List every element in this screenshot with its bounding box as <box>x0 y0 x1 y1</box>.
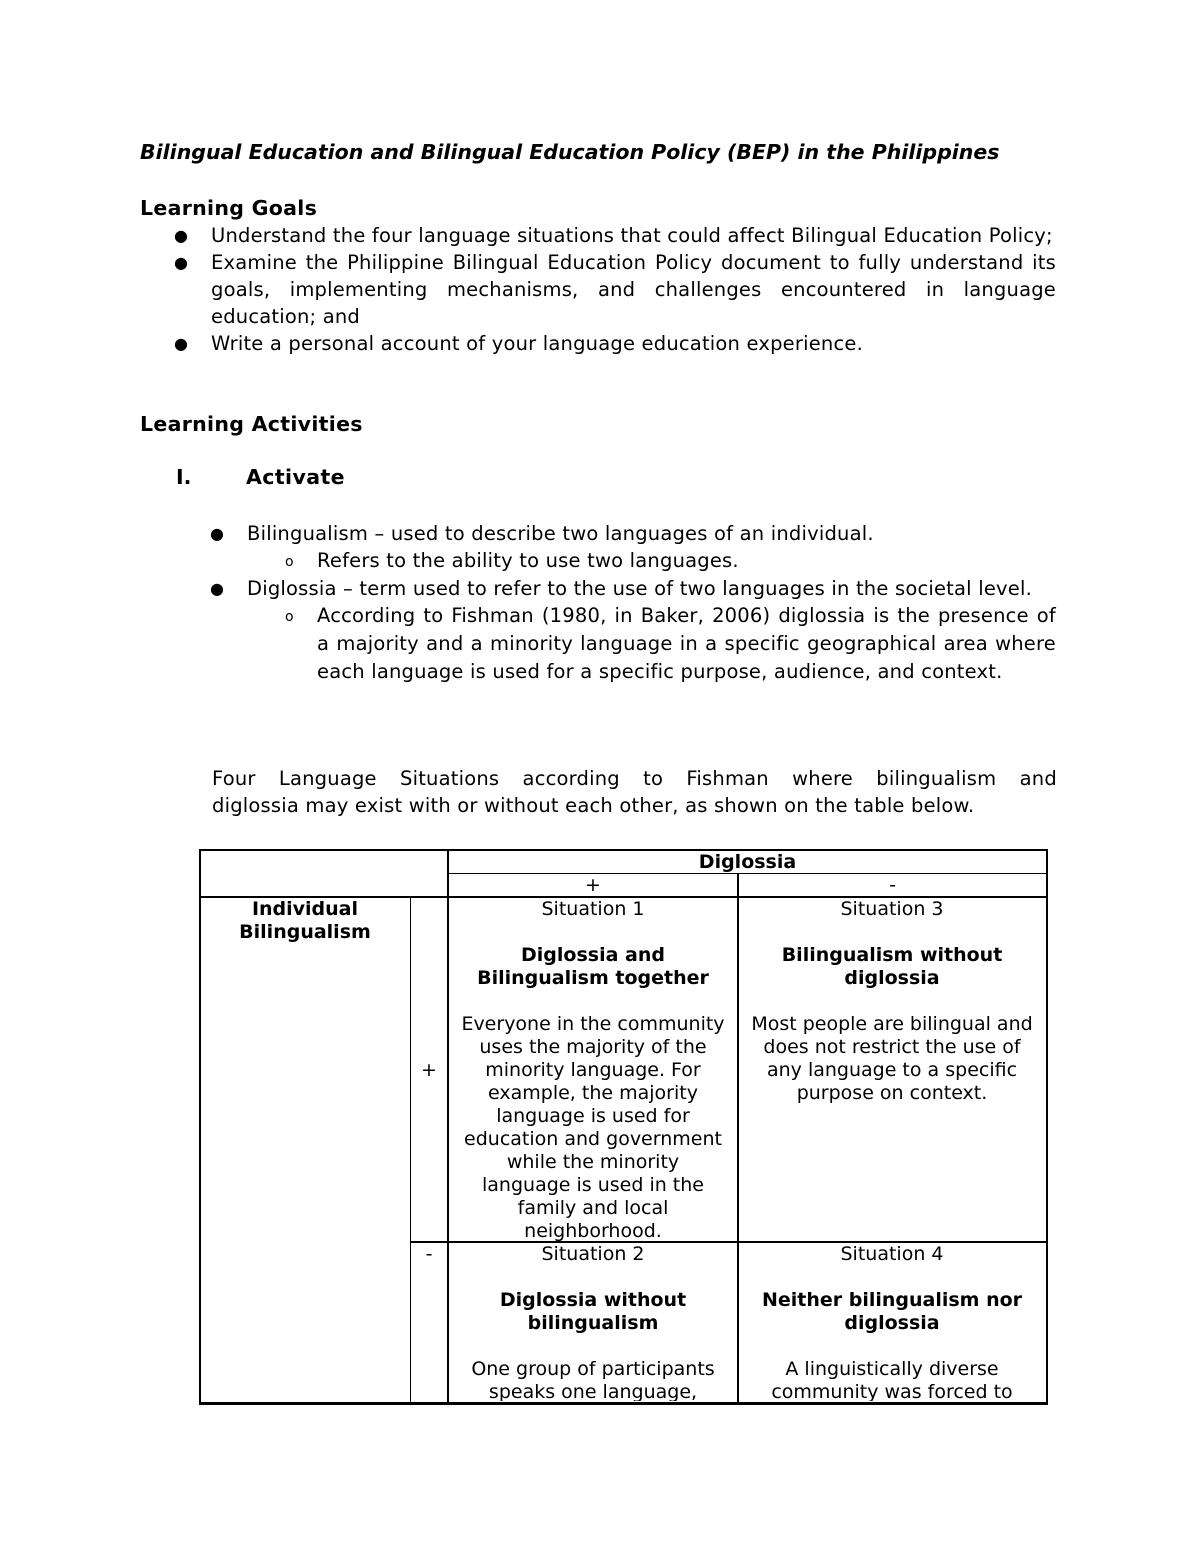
sub-list <box>247 602 1056 686</box>
learning-goals-list <box>170 222 1056 357</box>
table-border-left <box>199 849 201 1405</box>
situation-description: Most people are bilingual and does not restrict the use of any language to a specific purpose on context. <box>751 1013 1033 1104</box>
word: bilingualism <box>876 767 997 790</box>
bullet-icon: ● <box>210 524 225 543</box>
situation-name: Neither bilingualism nor diglossia <box>761 1289 1023 1334</box>
circle-bullet-icon: o <box>285 609 294 625</box>
bilingualism-definition: Bilingualism – used to describe two languages of an individual. <box>247 522 874 545</box>
intro-paragraph <box>212 765 1057 819</box>
paragraph-line-1 <box>212 765 1057 792</box>
goal-text: Examine the Philippine Bilingual Education Policy document to fully understand its goals, implementing mechanisms, and challenges encountered in language education; and <box>211 251 1056 328</box>
situation-label: Situation 2 <box>541 1243 645 1265</box>
document-title: Bilingual Education and Bilingual Education Policy (BEP) in the Philippines <box>140 140 1000 164</box>
table-border-bottom <box>199 1402 1048 1405</box>
word: Four <box>212 767 256 790</box>
list-item <box>170 249 1056 330</box>
sub-list-item <box>247 602 1056 686</box>
list-item <box>206 575 1056 686</box>
situation-description: One group of participants speaks one language, <box>471 1358 715 1401</box>
diglossia-minus: - <box>889 874 896 896</box>
situation-name: Diglossia and Bilingualism together <box>477 944 709 989</box>
learning-goals-heading: Learning Goals <box>140 196 318 220</box>
situation-4-cell <box>749 1243 1035 1401</box>
paragraph-line-2: diglossia may exist with or without each other, as shown on the table below. <box>212 794 975 817</box>
sub-list <box>247 547 1056 575</box>
bilingualism-sub-text: Refers to the ability to use two languages. <box>317 549 739 572</box>
section-title: Activate <box>246 465 345 489</box>
word: where <box>792 767 853 790</box>
bilingualism-plus: + <box>421 1059 437 1081</box>
table-rule <box>410 896 411 1405</box>
row-header-text: Individual Bilingualism <box>239 898 371 943</box>
list-item <box>170 330 1056 357</box>
learning-activities-heading: Learning Activities <box>140 412 363 436</box>
diglossia-plus: + <box>585 874 601 896</box>
list-item <box>170 222 1056 249</box>
word: Language <box>278 767 377 790</box>
situation-label: Situation 4 <box>840 1243 944 1265</box>
bullet-icon: ● <box>210 579 225 598</box>
table-rule <box>737 873 739 1405</box>
table-rule <box>447 849 449 1405</box>
goal-text: Write a personal account of your language education experience. <box>211 332 863 355</box>
circle-bullet-icon: o <box>285 554 294 570</box>
diglossia-header-text: Diglossia <box>698 851 797 873</box>
table-border-right <box>1046 849 1048 1405</box>
word: to <box>643 767 664 790</box>
bilingualism-row-header <box>215 898 395 944</box>
situation-1-cell <box>460 898 726 1243</box>
situation-label: Situation 3 <box>840 898 944 920</box>
situation-label: Situation 1 <box>541 898 645 920</box>
word: Situations <box>400 767 500 790</box>
situation-description: A linguistically diverse community was forced to <box>771 1358 1013 1401</box>
section-number: I. <box>176 465 192 489</box>
situation-3-cell <box>749 898 1035 1105</box>
bullet-icon: ● <box>174 253 189 272</box>
situation-name: Bilingualism without diglossia <box>781 944 1003 989</box>
word: and <box>1019 767 1057 790</box>
word: according <box>522 767 620 790</box>
diglossia-header <box>449 851 1046 874</box>
word: Fishman <box>686 767 769 790</box>
bullet-icon: ● <box>174 226 189 245</box>
bullet-icon: ● <box>174 334 189 353</box>
goal-text: Understand the four language situations that could affect Bilingual Education Policy; <box>211 224 1053 247</box>
definitions-list <box>206 520 1056 686</box>
situation-description: Everyone in the community uses the majority of the minority language. For example, the majority language is used for education and government while the minority language is used in the family and local neighborhood. <box>461 1013 725 1242</box>
diglossia-definition: Diglossia – term used to refer to the use of two languages in the societal level. <box>247 577 1032 600</box>
diglossia-sub-text: According to Fishman (1980, in Baker, 2006) diglossia is the presence of a majority and a minority language in a specific geographical area where each language is used for a specific purpose, audience, and context. <box>317 604 1056 683</box>
bilingualism-minus: - <box>425 1243 433 1265</box>
situation-2-cell <box>460 1243 726 1401</box>
sub-list-item <box>247 547 1056 575</box>
list-item <box>206 520 1056 575</box>
situation-name: Diglossia without bilingualism <box>499 1289 687 1334</box>
